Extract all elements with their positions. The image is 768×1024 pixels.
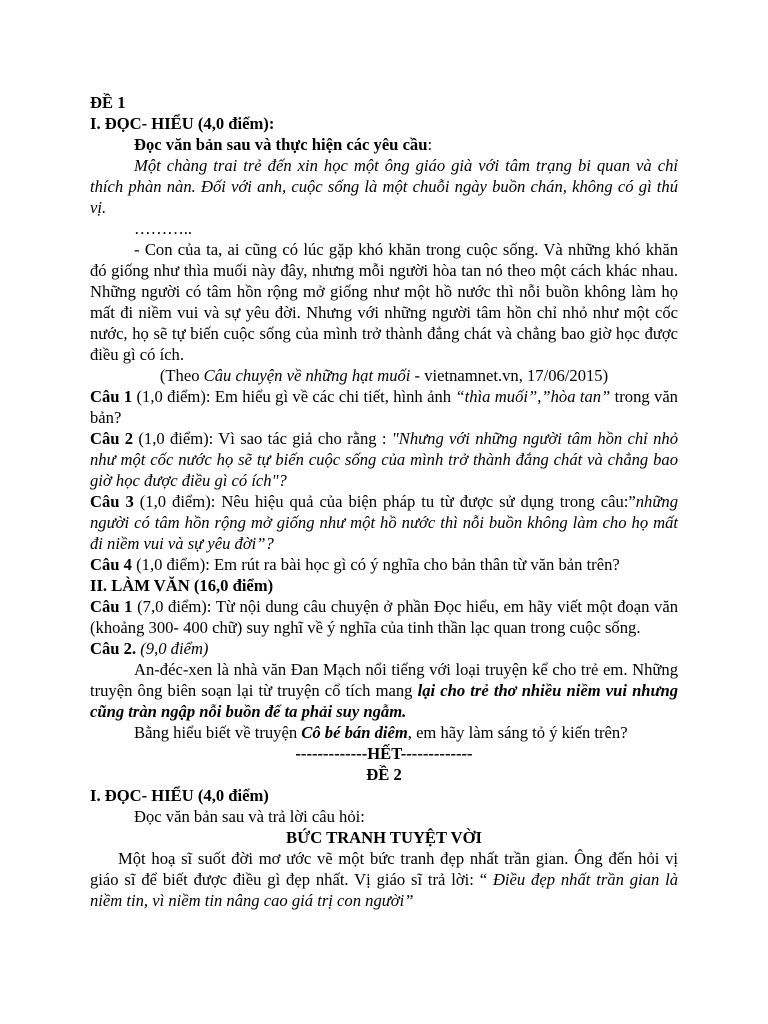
instruction-text: Đọc văn bản sau và thực hiện các yêu cầu: [134, 135, 428, 154]
question-4: [90, 554, 678, 575]
exam-2-story: [90, 848, 678, 911]
passage-body: - Con của ta, ai cũng có lúc gặp khó khăn trong cuộc sống. Và những khó khăn đó giống như thìa muối này đây, nhưng mỗi người hòa tan nó theo một cách khác nhau. Những người có tâm hồn rộng mở giống như một hồ nước thì nỗi buồn không làm họ mất đi niềm vui và sự yêu đời. Nhưng với những người tâm hồn chỉ nhỏ như một cốc nước, họ sẽ tự biến cuộc sống của mình trở thành đắng chát và chẳng bao giờ học được điều gì có ích.: [90, 240, 678, 364]
question-1-quote: “thìa muối”,”hòa tan”: [455, 387, 611, 406]
exam-2-instruction: Đọc văn bản sau và trả lời câu hỏi:: [134, 807, 365, 826]
question-3-text-a: (1,0 điểm): Nêu hiệu quả của biện pháp tu từ được sử dụng trong câu:”: [133, 492, 636, 511]
exam-page: [90, 92, 678, 911]
question-4-label: Câu 4: [90, 555, 132, 574]
writing-question-2-para-a: An-đéc-xen là nhà văn Đan Mạch nổi tiếng với loại truyện kể cho trẻ em. Những truyện ông biên soạn lại từ truyện cổ tích mang: [90, 660, 678, 700]
writing-question-1: [90, 596, 678, 638]
source-prefix: (Theo: [159, 366, 204, 385]
writing-question-2-task-c: , em hãy làm sáng tỏ ý kiến trên?: [407, 723, 628, 742]
exam-2-story-a: Một hoạ sĩ suốt đời mơ ước vẽ một bức tranh đẹp nhất trần gian. Ông đến hỏi vị giáo sĩ để biết được điều gì đẹp nhất. Vị giáo sĩ trả lời: “: [90, 849, 678, 889]
end-mark: -------------HẾT-------------: [295, 744, 473, 763]
writing-question-2-paragraph: [90, 659, 678, 722]
writing-question-2: [90, 638, 678, 659]
exam-2-story-title: BỨC TRANH TUYỆT VỜI: [286, 828, 482, 847]
reading-section-heading: I. ĐỌC- HIỂU (4,0 điểm):: [90, 114, 275, 133]
writing-question-2-label: Câu 2.: [90, 639, 137, 658]
passage-ellipsis: ………..: [134, 219, 193, 238]
writing-question-2-points: (9,0 điểm): [136, 639, 209, 658]
source-title: Câu chuyện về những hạt muối: [203, 366, 411, 385]
writing-question-1-text: (7,0 điểm): Từ nội dung câu chuyện ở phần Đọc hiểu, em hãy viết một đoạn văn (khoảng 300- 400 chữ) suy nghĩ về ý nghĩa của tinh thần lạc quan trong cuộc sống.: [90, 597, 678, 637]
question-1-text-c: trong văn bản?: [90, 387, 678, 427]
instruction-colon: :: [427, 135, 433, 154]
writing-question-2-story: Cô bé bán diêm: [301, 723, 408, 742]
passage-source: [90, 365, 678, 386]
writing-section-heading: II. LÀM VĂN (16,0 điểm): [90, 576, 274, 595]
question-4-text: (1,0 điểm): Em rút ra bài học gì có ý nghĩa cho bản thân từ văn bản trên?: [131, 555, 620, 574]
question-3: [90, 491, 678, 554]
exam-2-story-quote: Điều đẹp nhất trần gian là niềm tin, vì niềm tin nâng cao giá trị con người: [90, 870, 678, 910]
writing-question-2-task: [90, 722, 678, 743]
passage-intro: Một chàng trai trẻ đến xin học một ông giáo già với tâm trạng bi quan và chỉ thích phàn nàn. Đối với anh, cuộc sống là một chuỗi ngày buồn chán, không có gì thú vị.: [90, 156, 678, 217]
writing-question-2-emphasis: lại cho trẻ thơ nhiều niềm vui nhưng cũng tràn ngập nỗi buồn để ta phải suy ngẫm.: [90, 681, 679, 721]
source-suffix: - vietnamnet.vn, 17/06/2015): [410, 366, 609, 385]
question-3-quote: những người có tâm hồn rộng mở giống như một hồ nước thì nỗi buồn không làm cho họ mất đi niềm vui và sự yêu đời”?: [90, 492, 678, 553]
question-1: [90, 386, 678, 428]
exam-1-title: ĐỀ 1: [90, 93, 126, 112]
exam-2-title: ĐỀ 2: [366, 765, 402, 784]
question-2: [90, 428, 678, 491]
question-3-label: Câu 3: [90, 492, 134, 511]
exam-2-reading-heading: I. ĐỌC- HIỂU (4,0 điểm): [90, 786, 269, 805]
question-2-text-a: (1,0 điểm): Vì sao tác giả cho rằng :: [133, 429, 392, 448]
reading-instruction: [90, 134, 678, 155]
question-2-quote: "Nhưng với những người tâm hồn chỉ nhỏ như một cốc nước họ sẽ tự biến cuộc sống của mình trở thành đắng chát và chẳng bao giờ học được điều gì có ích"?: [90, 429, 678, 490]
writing-question-1-label: Câu 1: [90, 597, 133, 616]
question-1-text-a: (1,0 điểm): Em hiểu gì về các chi tiết, hình ảnh: [132, 387, 456, 406]
exam-2-story-close: ”: [404, 891, 414, 910]
question-2-label: Câu 2: [90, 429, 134, 448]
question-1-label: Câu 1: [90, 387, 133, 406]
writing-question-2-task-a: Bằng hiểu biết về truyện: [134, 723, 302, 742]
